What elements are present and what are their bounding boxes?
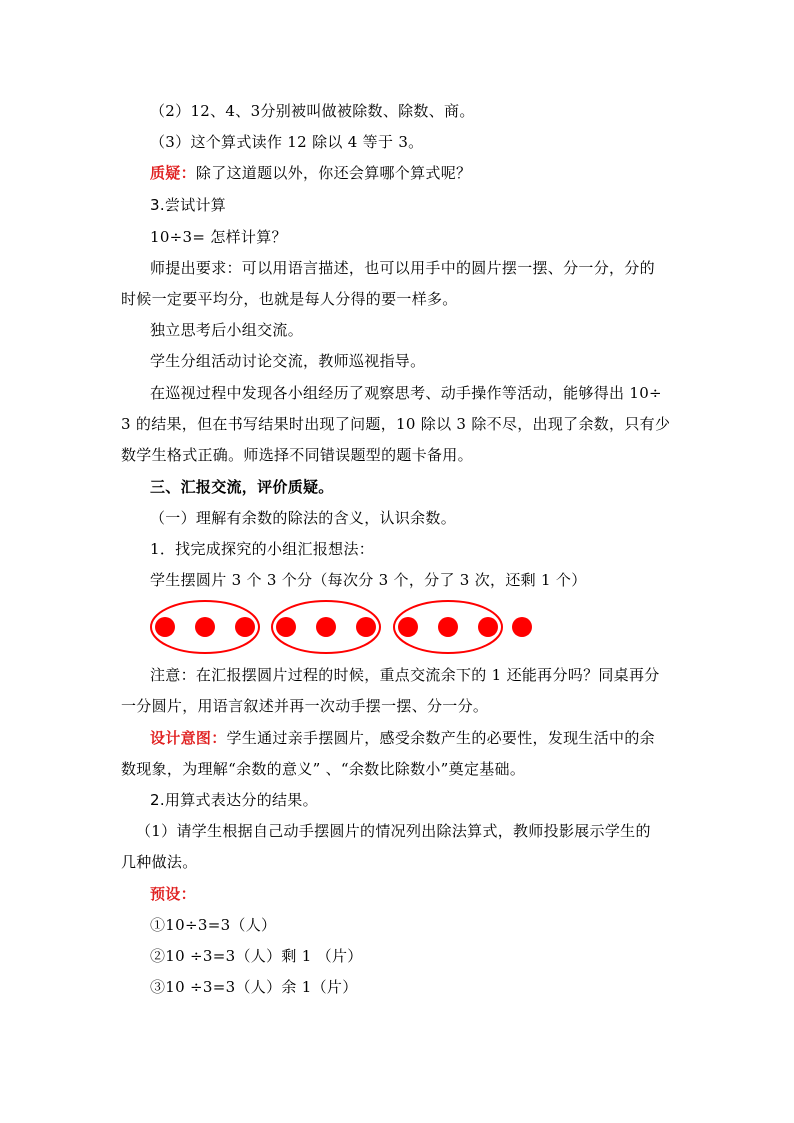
paragraph-line: 独立思考后小组交流。 [150,321,304,339]
question-label: 质疑： [150,164,196,182]
preset-label: 预设： [150,885,196,903]
circle-piece [438,617,458,637]
circle-piece [478,617,498,637]
circle-piece [195,617,215,637]
section-heading: 3.尝试计算 [150,196,227,214]
design-intent-label: 设计意图： [150,729,227,747]
paragraph-line: 学生摆圆片 3 个 3 个分（每次分 3 个，分了 3 次，还剩 1 个） [150,571,587,589]
paragraph-line: （3）这个算式读作 12 除以 4 等于 3。 [150,133,424,151]
answer-option: ②10 ÷3=3（人）剩 1 （片） [150,947,363,965]
circle-piece [356,617,376,637]
question-line [150,161,710,185]
answer-option: ③10 ÷3=3（人）余 1（片） [150,978,358,996]
remainder-circle-piece [512,617,532,637]
paragraph-line: 师提出要求：可以用语言描述，也可以用手中的圆片摆一摆、分一分，分的 [150,259,655,277]
paragraph-line: （2）12、4、3分别被叫做被除数、除数、商。 [150,102,475,120]
circle-piece [235,617,255,637]
paragraph-line: （1）请学生根据自己动手摆圆片的情况列出除法算式，教师投影展示学生的 [136,822,651,840]
paragraph-line: 3 的结果，但在书写结果时出现了问题，10 除以 3 除不尽，出现了余数，只有少 [121,415,671,433]
paragraph-line: 在巡视过程中发现各小组经历了观察思考、动手操作等活动，能够得出 10÷ [150,384,662,402]
paragraph-line: 几种做法。 [121,853,198,871]
paragraph-line: （一）理解有余数的除法的含义，认识余数。 [150,509,457,527]
paragraph-line: 1．找完成探究的小组汇报想法： [150,540,375,558]
paragraph-line: 10÷3= 怎样计算？ [150,228,287,246]
circle-piece [316,617,336,637]
paragraph-line: 数现象，为理解“余数的意义” 、“余数比除数小”奠定基础。 [121,760,526,778]
design-intent-text: 学生通过亲手摆圆片，感受余数产生的必要性，发现生活中的余 [226,729,655,747]
circle-pieces-illustration [150,596,540,658]
answer-option: ①10÷3=3（人） [150,916,277,934]
circle-piece [276,617,296,637]
section-heading: 2.用算式表达分的结果。 [150,791,318,809]
paragraph-line: 数学生格式正确。师选择不同错误题型的题卡备用。 [121,446,473,464]
section-heading: 三、汇报交流，评价质疑。 [150,478,334,496]
paragraph-line: 学生分组活动讨论交流，教师巡视指导。 [150,352,426,370]
design-intent-line [150,726,710,750]
question-text: 除了这道题以外，你还会算哪个算式呢？ [195,164,472,182]
circle-piece [155,617,175,637]
paragraph-line: 一分圆片，用语言叙述并再一次动手摆一摆、分一分。 [121,697,489,715]
circle-piece [398,617,418,637]
paragraph-line: 注意：在汇报摆圆片过程的时候，重点交流余下的 1 还能再分吗？同桌再分 [150,666,660,684]
paragraph-line: 时候一定要平均分，也就是每人分得的要一样多。 [121,290,458,308]
